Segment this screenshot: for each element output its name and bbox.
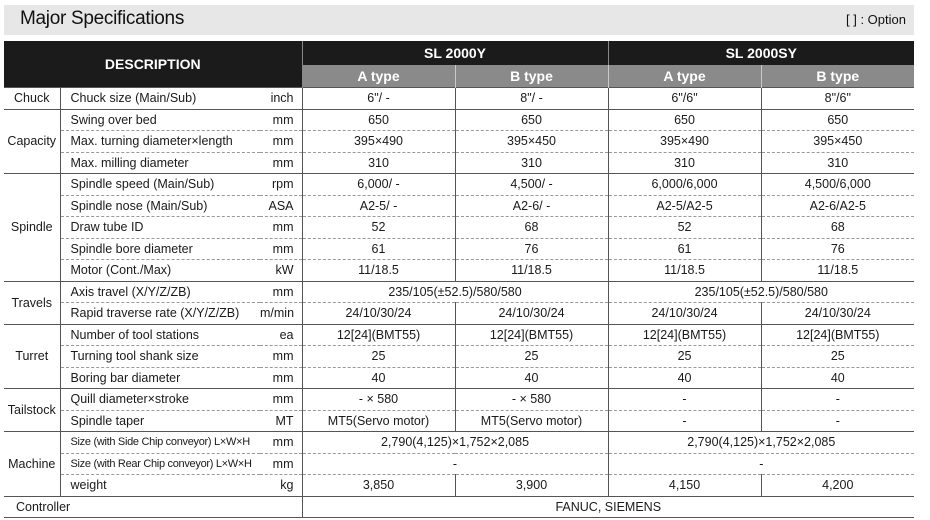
spec-value: 310 — [761, 152, 914, 174]
spec-unit: inch — [260, 88, 302, 110]
spec-value: 3,900 — [455, 475, 608, 497]
spec-item: Number of tool stations — [60, 324, 260, 346]
spec-value: 76 — [455, 238, 608, 260]
spec-value: MT5(Servo motor) — [455, 410, 608, 432]
spec-value: 40 — [761, 367, 914, 389]
spec-unit: rpm — [260, 174, 302, 196]
spec-item: Spindle nose (Main/Sub) — [60, 195, 260, 217]
spec-unit: m/min — [260, 303, 302, 325]
spec-value: 235/105(±52.5)/580/580 — [302, 281, 608, 303]
spec-row — [4, 475, 914, 497]
spec-value: 24/10/30/24 — [608, 303, 761, 325]
spec-row — [4, 324, 914, 346]
spec-row — [4, 131, 914, 153]
spec-row — [4, 152, 914, 174]
spec-unit: kW — [260, 260, 302, 282]
spec-unit: mm — [260, 389, 302, 411]
spec-value: - — [608, 410, 761, 432]
spec-unit: MT — [260, 410, 302, 432]
spec-item: Max. milling diameter — [60, 152, 260, 174]
spec-value: 6,000/ - — [302, 174, 455, 196]
spec-unit: ea — [260, 324, 302, 346]
spec-value: 3,850 — [302, 475, 455, 497]
spec-item: Max. turning diameter×length — [60, 131, 260, 153]
spec-value: 12[24](BMT55) — [302, 324, 455, 346]
spec-row — [4, 195, 914, 217]
spec-row — [4, 281, 914, 303]
group-label: Travels — [4, 281, 60, 324]
spec-value: MT5(Servo motor) — [302, 410, 455, 432]
option-legend: [ ] : Option — [846, 12, 906, 27]
spec-row — [4, 389, 914, 411]
spec-value: - — [608, 453, 914, 475]
spec-value: 4,500/ - — [455, 174, 608, 196]
type-header: A type — [608, 65, 761, 88]
spec-unit: mm — [260, 432, 302, 454]
spec-item: Draw tube ID — [60, 217, 260, 239]
spec-value: 12[24](BMT55) — [455, 324, 608, 346]
group-label: Spindle — [4, 174, 60, 282]
spec-item: Motor (Cont./Max) — [60, 260, 260, 282]
spec-value: 24/10/30/24 — [302, 303, 455, 325]
spec-value: 12[24](BMT55) — [761, 324, 914, 346]
spec-value: 6"/ - — [302, 88, 455, 110]
spec-value: 4,150 — [608, 475, 761, 497]
spec-unit: ASA — [260, 195, 302, 217]
spec-item: Spindle speed (Main/Sub) — [60, 174, 260, 196]
group-label: Turret — [4, 324, 60, 389]
spec-value: - × 580 — [302, 389, 455, 411]
spec-row — [4, 453, 914, 475]
description-header: DESCRIPTION — [4, 41, 302, 88]
spec-row — [4, 238, 914, 260]
spec-value: 2,790(4,125)×1,752×2,085 — [608, 432, 914, 454]
spec-row — [4, 410, 914, 432]
spec-item: Chuck size (Main/Sub) — [60, 88, 260, 110]
group-label: Machine — [4, 432, 60, 497]
spec-value: 6"/6" — [608, 88, 761, 110]
spec-value: 68 — [455, 217, 608, 239]
spec-value: 11/18.5 — [455, 260, 608, 282]
spec-value: - — [608, 389, 761, 411]
spec-unit: kg — [260, 475, 302, 497]
spec-value: 25 — [302, 346, 455, 368]
spec-value: 8"/6" — [761, 88, 914, 110]
spec-unit: mm — [260, 281, 302, 303]
spec-item: Spindle taper — [60, 410, 260, 432]
spec-value: A2-6/A2-5 — [761, 195, 914, 217]
spec-value: 395×450 — [455, 131, 608, 153]
spec-unit: mm — [260, 217, 302, 239]
spec-value: 4,500/6,000 — [761, 174, 914, 196]
spec-item: Rapid traverse rate (X/Y/Z/ZB) — [60, 303, 260, 325]
spec-table — [4, 41, 914, 518]
spec-value: - — [761, 410, 914, 432]
spec-unit: mm — [260, 109, 302, 131]
spec-value: 395×450 — [761, 131, 914, 153]
spec-item: Size (with Side Chip conveyor) L×W×H — [60, 432, 260, 454]
spec-item: Quill diameter×stroke — [60, 389, 260, 411]
spec-value: 650 — [455, 109, 608, 131]
spec-value: 68 — [761, 217, 914, 239]
spec-value: 61 — [302, 238, 455, 260]
spec-value: 6,000/6,000 — [608, 174, 761, 196]
spec-unit: mm — [260, 238, 302, 260]
spec-value: FANUC, SIEMENS — [302, 496, 914, 518]
spec-value: 52 — [302, 217, 455, 239]
spec-row — [4, 303, 914, 325]
spec-value: A2-6/ - — [455, 195, 608, 217]
spec-unit: mm — [260, 367, 302, 389]
spec-value: 40 — [302, 367, 455, 389]
spec-item: Spindle bore diameter — [60, 238, 260, 260]
group-label: Chuck — [4, 88, 60, 110]
spec-value: 310 — [608, 152, 761, 174]
spec-value: 24/10/30/24 — [761, 303, 914, 325]
spec-unit: mm — [260, 131, 302, 153]
spec-value: 310 — [455, 152, 608, 174]
spec-row — [4, 367, 914, 389]
spec-value: 8"/ - — [455, 88, 608, 110]
spec-item: Swing over bed — [60, 109, 260, 131]
spec-value: 650 — [302, 109, 455, 131]
spec-value: 11/18.5 — [761, 260, 914, 282]
spec-unit: mm — [260, 453, 302, 475]
spec-value: 52 — [608, 217, 761, 239]
spec-value: 310 — [302, 152, 455, 174]
spec-row — [4, 260, 914, 282]
spec-row — [4, 432, 914, 454]
spec-value: 650 — [608, 109, 761, 131]
spec-row — [4, 109, 914, 131]
spec-value: 25 — [608, 346, 761, 368]
title-bar — [4, 5, 914, 35]
spec-item: Turning tool shank size — [60, 346, 260, 368]
spec-item: Boring bar diameter — [60, 367, 260, 389]
group-label: Tailstock — [4, 389, 60, 432]
page-title: Major Specifications — [20, 8, 185, 29]
group-label: Capacity — [4, 109, 60, 174]
spec-row — [4, 217, 914, 239]
spec-value: A2-5/A2-5 — [608, 195, 761, 217]
type-header: B type — [455, 65, 608, 88]
spec-value: 395×490 — [608, 131, 761, 153]
spec-value: 12[24](BMT55) — [608, 324, 761, 346]
spec-value: - — [761, 389, 914, 411]
spec-item: Axis travel (X/Y/Z/ZB) — [60, 281, 260, 303]
spec-value: 11/18.5 — [608, 260, 761, 282]
spec-value: 235/105(±52.5)/580/580 — [608, 281, 914, 303]
spec-value: 40 — [455, 367, 608, 389]
spec-value: 650 — [761, 109, 914, 131]
spec-value: 4,200 — [761, 475, 914, 497]
type-header: A type — [302, 65, 455, 88]
spec-value: 11/18.5 — [302, 260, 455, 282]
spec-value: 25 — [455, 346, 608, 368]
spec-value: 2,790(4,125)×1,752×2,085 — [302, 432, 608, 454]
spec-value: 25 — [761, 346, 914, 368]
spec-value: - — [302, 453, 608, 475]
spec-row — [4, 346, 914, 368]
spec-unit: mm — [260, 346, 302, 368]
model-header: SL 2000SY — [608, 41, 914, 65]
spec-item: weight — [60, 475, 260, 497]
spec-value: A2-5/ - — [302, 195, 455, 217]
spec-value: 76 — [761, 238, 914, 260]
model-header: SL 2000Y — [302, 41, 608, 65]
spec-value: 61 — [608, 238, 761, 260]
spec-value: - × 580 — [455, 389, 608, 411]
spec-value: 24/10/30/24 — [455, 303, 608, 325]
spec-row — [4, 174, 914, 196]
spec-row — [4, 496, 914, 518]
type-header: B type — [761, 65, 914, 88]
spec-value: 40 — [608, 367, 761, 389]
spec-unit: mm — [260, 152, 302, 174]
spec-value: 395×490 — [302, 131, 455, 153]
spec-row — [4, 88, 914, 110]
group-label: Controller — [4, 496, 302, 518]
spec-item: Size (with Rear Chip conveyor) L×W×H — [60, 453, 260, 475]
